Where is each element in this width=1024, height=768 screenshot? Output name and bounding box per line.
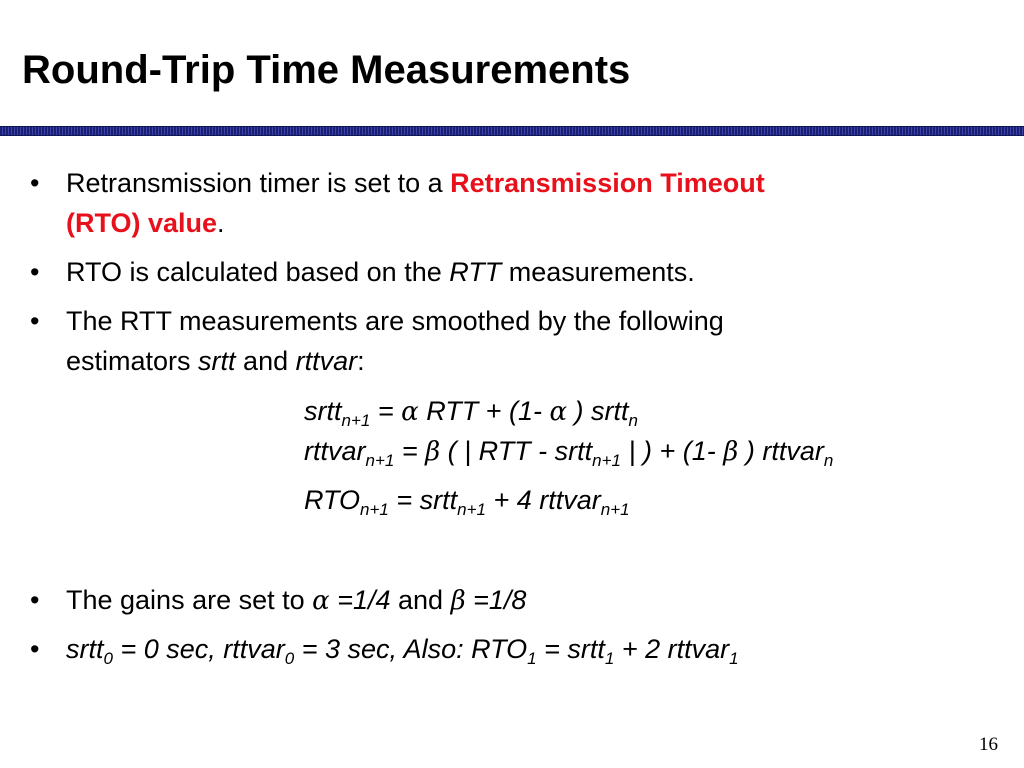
bullet-marker: • [30,634,40,664]
srtt-term: srtt [198,346,236,376]
formula-1-rtt: RTT + (1- [418,396,550,426]
alpha-symbol: α [312,586,330,616]
formula-2-equals: = [394,436,426,466]
formula-2-lhs: rttvar [304,436,366,466]
formula-srtt [304,393,638,430]
bullet-2-text: RTO is calculated based on the [66,257,450,287]
bullet-4-text: The gains are set to [66,585,313,615]
subscript: 0 [284,649,295,668]
subscript: n+1 [360,500,389,519]
subscript: n+1 [592,451,622,470]
bullet-3-and: and [235,346,296,376]
subscript: 0 [103,649,113,668]
rto-highlight-part-2: (RTO) value [66,208,218,238]
bullet-3-colon: : [357,346,365,376]
formula-2-mid: | ) + (1- [621,436,724,466]
bullet-1-line-1 [66,163,765,203]
subscript: n+1 [341,411,371,430]
bullet-marker: • [30,257,40,287]
subscript: 1 [604,649,615,668]
page-number: 16 [979,734,998,755]
beta-symbol: β [450,586,466,616]
rttvar-term: rttvar [295,346,358,376]
bullet-4 [66,580,526,621]
b5-part: + 2 rttvar [614,634,730,664]
slide-title: Round-Trip Time Measurements [22,48,631,92]
formula-1-srtt: ) srtt [567,396,629,426]
bullet-5-initial-values [66,629,739,669]
bullet-2-end: measurements. [501,257,695,287]
formula-3-srtt: = srtt [388,485,458,515]
formula-1-equals: = [370,396,402,426]
alpha-symbol: α [401,397,419,427]
bullet-1-text: Retransmission timer is set to a [66,168,451,198]
bullet-3-line-1: The RTT measurements are smoothed by the following [66,306,724,336]
subscript: n [823,451,834,470]
rtt-term: RTT [449,257,502,287]
subscript: n+1 [365,451,395,470]
b5-part: srtt [66,634,104,664]
formula-rttvar [304,433,833,470]
formula-2-diff: ( | RTT - srtt [440,436,593,466]
bullet-2 [66,252,695,292]
bullet-3-text: estimators [66,346,199,376]
bullet-marker: • [30,168,40,198]
alpha-symbol: α [549,397,568,427]
alpha-value: =1/4 [329,585,391,615]
beta-symbol: β [723,437,739,467]
subscript: n [628,411,638,430]
rto-highlight-part-1: Retransmission Timeout [450,168,765,198]
beta-symbol: β [425,437,441,467]
b5-part: = 3 sec, Also: RTO [294,634,528,664]
bullet-3-line-2 [66,341,365,381]
subscript: 1 [729,649,739,668]
formula-1-lhs: srtt [304,396,342,426]
beta-value: =1/8 [465,585,527,615]
formula-rto [304,482,630,518]
b5-part: = srtt [536,634,605,664]
bullet-1-line-2 [66,203,225,243]
title-divider [0,126,1024,136]
formula-2-rttvar: ) rttvar [738,436,824,466]
formula-3-rttvar: + 4 rttvar [485,485,601,515]
bullet-4-and: and [390,585,451,615]
subscript: 1 [527,649,537,668]
formula-3-lhs: RTO [304,485,361,515]
subscript: n+1 [600,500,630,519]
bullet-1-period: . [217,208,225,238]
b5-part: = 0 sec, rttvar [112,634,285,664]
bullet-marker: • [30,306,40,336]
subscript: n+1 [457,500,486,519]
bullet-marker: • [30,585,40,615]
